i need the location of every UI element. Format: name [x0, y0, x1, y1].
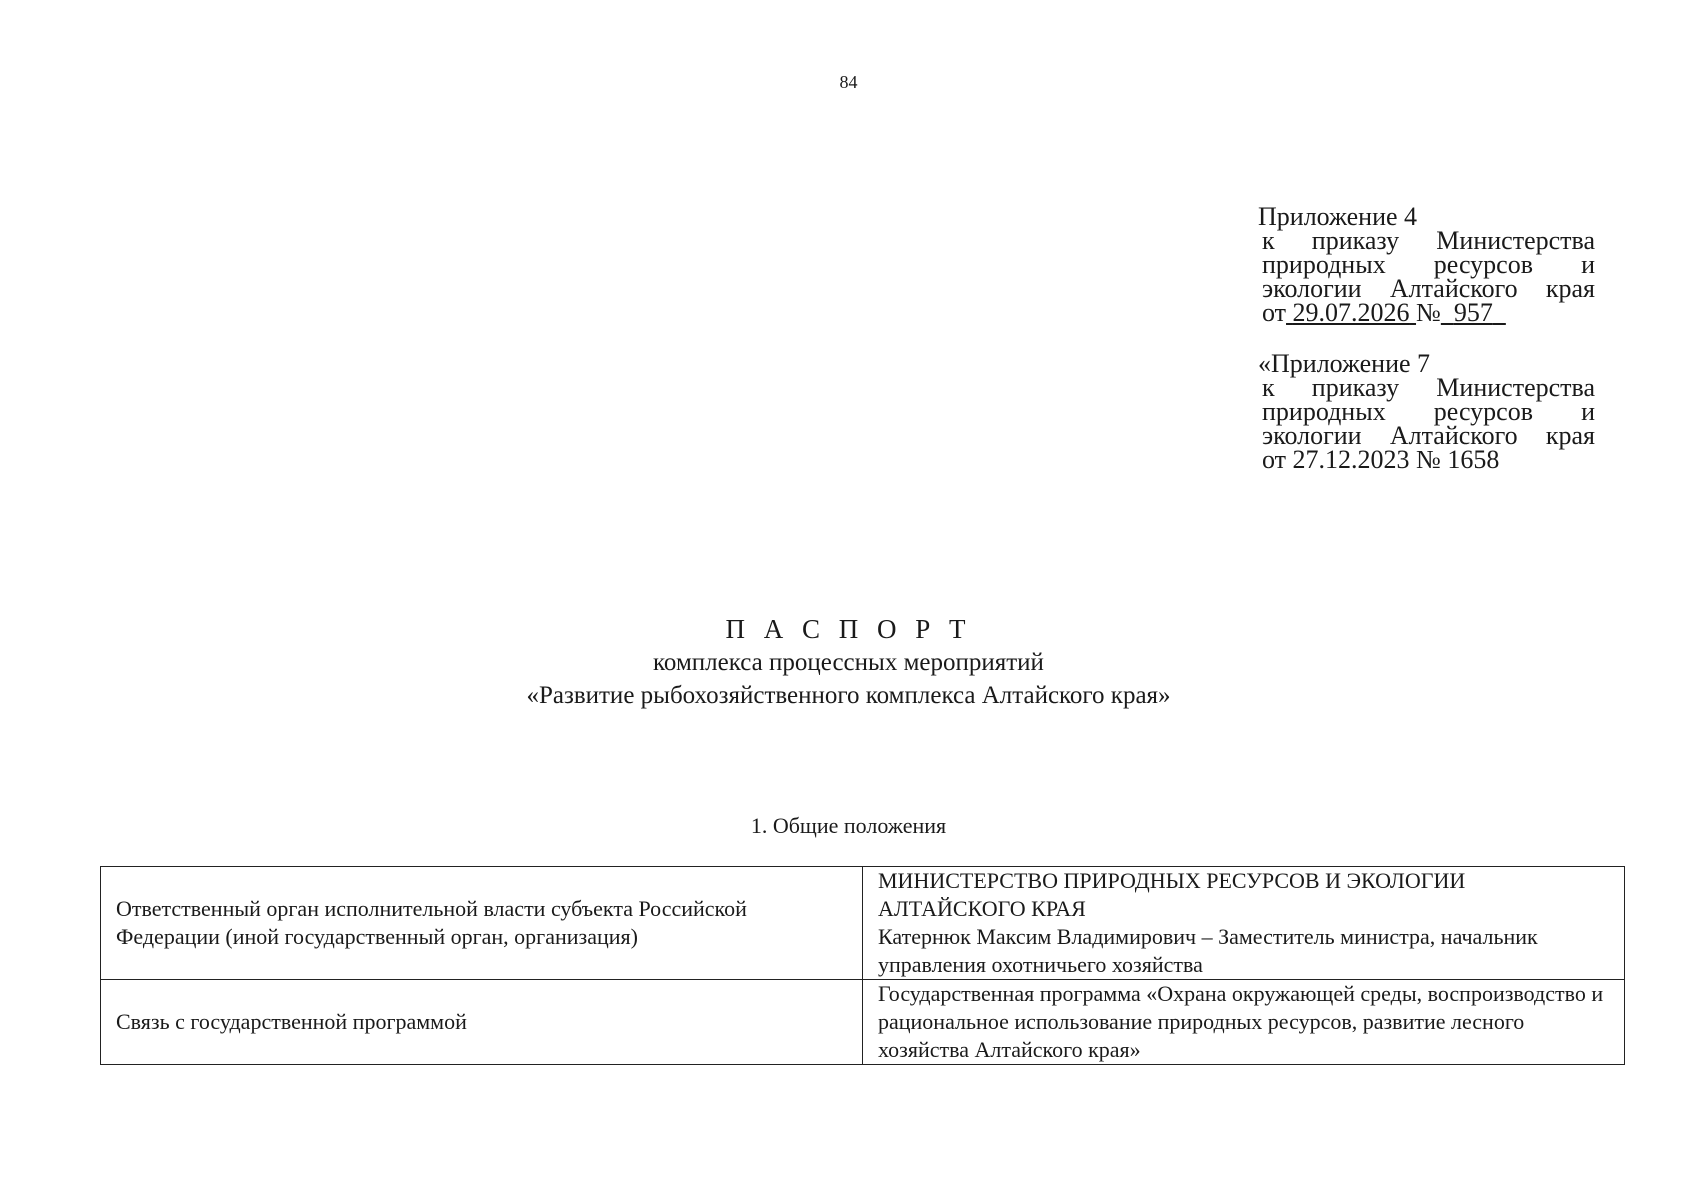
- passport-subtitle: комплекса процессных мероприятий: [653, 649, 1044, 676]
- annex-current-line3: экологии Алтайского края: [1262, 274, 1595, 303]
- table-cell-value: Государственная программа «Охрана окружающей среды, воспроизводство и рациональное использование природных ресурсов, развитие лесного хозяйства Алтайского края»: [863, 980, 1625, 1065]
- page-number: 84: [839, 72, 858, 92]
- annex-amended-line3: экологии Алтайского края: [1262, 421, 1595, 450]
- table-cell-label: Связь с государственной программой: [101, 980, 863, 1065]
- annex-amended-line4: от 27.12.2023 № 1658: [1262, 445, 1500, 474]
- table-cell-label: Ответственный орган исполнительной власти субъекта Российской Федерации (иной государственный орган, организация): [101, 867, 863, 980]
- table-row: [101, 980, 1625, 1065]
- section-title: 1. Общие положения: [750, 813, 947, 838]
- annex-amended: [1258, 349, 1595, 474]
- table-row: [101, 867, 1625, 980]
- annex-current-date: 29.07.2026: [1292, 298, 1410, 327]
- table-cell-value: [863, 867, 1625, 980]
- passport-heading: [0, 612, 1697, 712]
- annex-current-title: Приложение 4: [1258, 202, 1418, 231]
- annex-amended-line1: к приказу Министерства: [1262, 373, 1595, 402]
- passport-name: «Развитие рыбохозяйственного комплекса Алтайского края»: [526, 682, 1171, 709]
- annex-current-number-sign: №: [1416, 298, 1441, 327]
- annex-current: [1258, 202, 1595, 327]
- passport-title: П А С П О Р Т: [725, 614, 972, 644]
- annex-current-line2: природных ресурсов и: [1262, 250, 1595, 279]
- annex-amended-line2: природных ресурсов и: [1262, 397, 1595, 426]
- responsible-org: МИНИСТЕРСТВО ПРИРОДНЫХ РЕСУРСОВ И ЭКОЛОГИИ АЛТАЙСКОГО КРАЯ: [878, 868, 1466, 921]
- responsible-person: Катернюк Максим Владимирович – Заместитель министра, начальник управления охотничьего хозяйства: [878, 924, 1538, 977]
- annex-current-line1: к приказу Министерства: [1262, 226, 1595, 255]
- annex-current-date-prefix: от: [1262, 298, 1287, 327]
- general-provisions-table: [100, 866, 1625, 1065]
- annex-current-number: 957: [1453, 298, 1493, 327]
- annex-current-date-line: [1262, 298, 1595, 327]
- annex-amended-title: «Приложение 7: [1258, 349, 1431, 378]
